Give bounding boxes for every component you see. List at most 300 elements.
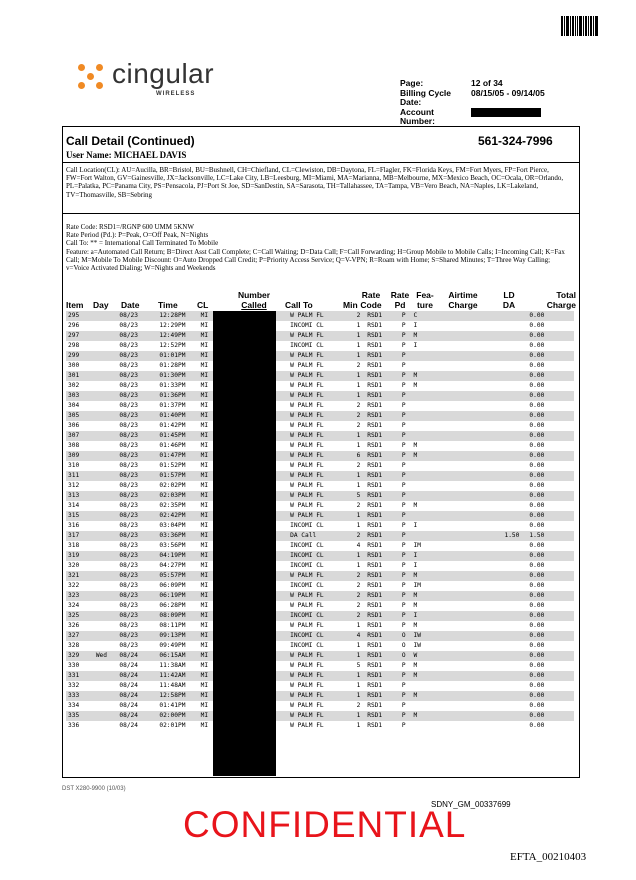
cell-minutes: 1 xyxy=(350,351,367,361)
cell-call-to: W PALM FL xyxy=(290,502,324,509)
cell-rate-code: RSD1 xyxy=(367,491,394,501)
cell-item: 333 xyxy=(66,691,96,701)
cell-rate-code: RSD1 xyxy=(367,542,383,549)
col-min: Min xyxy=(343,300,358,310)
cell-airtime-charge xyxy=(436,691,484,701)
cell-rate-code: RSD1 xyxy=(367,611,394,621)
col-rate-pd-l1: Rate xyxy=(390,290,410,300)
cell-rate-period: P xyxy=(394,411,414,421)
cell-call-to: W PALM FL xyxy=(290,311,350,321)
cell-feature: M xyxy=(414,591,437,601)
cell-rate-code: RSD1 xyxy=(367,382,383,389)
cell-ld-da xyxy=(484,471,519,481)
cell-total-charge: 0.00 xyxy=(529,322,545,329)
cell-item: 320 xyxy=(68,562,80,569)
table-row xyxy=(66,361,574,371)
table-row xyxy=(66,321,574,331)
cell-minutes: 2 xyxy=(350,611,367,621)
cell-airtime-charge xyxy=(436,421,484,431)
cell-rate-period: O xyxy=(394,651,414,661)
cell-cl: MI xyxy=(200,662,209,669)
cell-rate-period: P xyxy=(394,551,414,561)
cell-rate-period: P xyxy=(401,582,406,589)
cell-total-charge: 0.00 xyxy=(519,671,574,681)
cell-feature: M xyxy=(414,451,437,461)
col-feature xyxy=(413,290,437,310)
table-row xyxy=(66,651,574,661)
col-number-l1: Number xyxy=(237,290,271,300)
cell-total-charge: 0.00 xyxy=(519,611,574,621)
cell-date: 08/24 xyxy=(119,702,139,709)
cell-day xyxy=(96,461,113,471)
cell-ld-da xyxy=(484,631,519,641)
cell-rate-code: RSD1 xyxy=(367,582,383,589)
table-row xyxy=(66,551,574,561)
cell-time: 02:01PM xyxy=(159,722,186,729)
cell-item: 316 xyxy=(68,522,80,529)
table-row xyxy=(66,471,574,481)
cell-airtime-charge xyxy=(436,671,484,681)
cell-rate-period: P xyxy=(401,722,406,729)
table-row xyxy=(66,311,574,321)
cell-cl: MI xyxy=(201,631,226,641)
cell-item: 336 xyxy=(68,722,80,729)
cell-time: 01:46PM xyxy=(159,442,186,449)
cell-airtime-charge xyxy=(436,471,484,481)
cell-feature xyxy=(414,721,437,731)
cell-time: 01:41PM xyxy=(159,702,186,709)
cell-ld-da xyxy=(484,711,519,721)
cell-total-charge: 0.00 xyxy=(529,422,545,429)
cell-date: 08/23 xyxy=(113,591,144,601)
cell-date: 08/23 xyxy=(119,522,139,529)
col-feature-l2: ture xyxy=(416,300,434,310)
table-row xyxy=(66,421,574,431)
cell-minutes: 2 xyxy=(356,362,361,369)
cell-total-charge: 1.50 xyxy=(519,531,574,541)
cell-cl: MI xyxy=(200,602,209,609)
cell-rate-period: P xyxy=(394,451,414,461)
cell-day xyxy=(96,331,113,341)
cell-rate-code: RSD1 xyxy=(367,342,383,349)
cell-total-charge: 0.00 xyxy=(529,342,545,349)
col-rate-code-l2: Code xyxy=(360,300,382,310)
cell-minutes: 6 xyxy=(350,451,367,461)
cell-airtime-charge xyxy=(436,511,484,521)
cell-airtime-charge xyxy=(436,581,484,591)
col-ld-da-l1: LD xyxy=(503,290,515,300)
table-row xyxy=(66,381,574,391)
cell-call-to: W PALM FL xyxy=(290,691,350,701)
cell-airtime-charge xyxy=(436,531,484,541)
cell-feature: IW xyxy=(413,642,421,649)
cell-total-charge: 0.00 xyxy=(519,411,574,421)
cell-day xyxy=(96,431,113,441)
cell-rate-code: RSD1 xyxy=(367,451,394,461)
cell-date: 08/24 xyxy=(119,662,139,669)
cell-date: 08/23 xyxy=(119,362,139,369)
cell-day xyxy=(96,611,113,621)
cell-minutes: 2 xyxy=(350,531,367,541)
cell-rate-period: P xyxy=(401,462,406,469)
cell-time: 01:57PM xyxy=(144,471,201,481)
cell-time: 03:04PM xyxy=(159,522,186,529)
cell-date: 08/23 xyxy=(119,562,139,569)
call-table xyxy=(66,311,574,731)
cell-rate-period: P xyxy=(401,402,406,409)
cell-item: 310 xyxy=(68,462,80,469)
cell-ld-da xyxy=(484,481,519,491)
cell-time: 11:42AM xyxy=(144,671,201,681)
table-row xyxy=(66,341,574,351)
cell-ld-da xyxy=(484,621,519,631)
table-row xyxy=(66,331,574,341)
cell-airtime-charge xyxy=(436,461,484,471)
cell-day xyxy=(96,591,113,601)
cell-total-charge: 0.00 xyxy=(529,542,545,549)
cell-airtime-charge xyxy=(436,491,484,501)
cell-total-charge: 0.00 xyxy=(519,571,574,581)
brand-name: cingular xyxy=(112,58,215,89)
cell-ld-da xyxy=(484,341,519,351)
cell-feature: M xyxy=(414,691,437,701)
cell-minutes: 2 xyxy=(350,571,367,581)
cell-item: 305 xyxy=(66,411,96,421)
cell-minutes: 1 xyxy=(356,342,361,349)
cell-total-charge: 0.00 xyxy=(519,471,574,481)
cell-call-to: INCOMI CL xyxy=(290,542,324,549)
cell-item: 309 xyxy=(66,451,96,461)
rate-legend xyxy=(66,223,574,272)
account-label: Account Number: xyxy=(400,106,435,126)
cell-time: 03:56PM xyxy=(159,542,186,549)
table-row xyxy=(66,391,574,401)
cell-cl: MI xyxy=(201,671,226,681)
cell-minutes: 1 xyxy=(356,522,361,529)
table-row xyxy=(66,501,574,511)
col-airtime-l2: Charge xyxy=(448,300,478,310)
cell-item: 335 xyxy=(66,711,96,721)
cell-cl: MI xyxy=(201,391,226,401)
cell-time: 04:27PM xyxy=(159,562,186,569)
cell-feature: M xyxy=(413,502,418,509)
cell-time: 01:01PM xyxy=(144,351,201,361)
cell-total-charge: 0.00 xyxy=(519,351,574,361)
cell-day xyxy=(96,511,113,521)
cell-time: 01:37PM xyxy=(159,402,186,409)
cell-airtime-charge xyxy=(436,721,484,731)
cell-minutes: 1 xyxy=(350,431,367,441)
cell-minutes: 1 xyxy=(350,711,367,721)
cell-feature xyxy=(414,421,437,431)
cell-rate-period: P xyxy=(401,622,406,629)
cell-rate-code: RSD1 xyxy=(367,651,394,661)
col-cl: CL xyxy=(197,300,209,310)
cell-item: 313 xyxy=(66,491,96,501)
cell-minutes: 1 xyxy=(350,651,367,661)
cell-cl: MI xyxy=(201,651,226,661)
col-airtime xyxy=(440,290,486,310)
cell-total-charge: 0.00 xyxy=(519,691,574,701)
cell-rate-code: RSD1 xyxy=(367,631,394,641)
cell-total-charge: 0.00 xyxy=(529,402,545,409)
cell-cl: MI xyxy=(200,702,209,709)
col-total xyxy=(532,290,576,310)
cell-ld-da xyxy=(484,311,519,321)
cell-day xyxy=(96,691,113,701)
cell-rate-code: RSD1 xyxy=(367,422,383,429)
cell-day xyxy=(96,521,113,531)
cell-airtime-charge xyxy=(436,321,484,331)
cell-rate-period: P xyxy=(394,531,414,541)
cingular-logo xyxy=(78,60,214,92)
cell-item: 321 xyxy=(66,571,96,581)
cell-call-to: INCOMI CL xyxy=(290,631,350,641)
cell-minutes: 1 xyxy=(350,691,367,701)
cell-total-charge: 0.00 xyxy=(519,451,574,461)
cell-time: 12:49PM xyxy=(144,331,201,341)
cell-feature xyxy=(414,431,437,441)
cell-time: 02:35PM xyxy=(159,502,186,509)
cell-cl: MI xyxy=(201,511,226,521)
cell-date: 08/23 xyxy=(119,322,139,329)
cell-airtime-charge xyxy=(436,391,484,401)
cell-airtime-charge xyxy=(436,431,484,441)
cell-call-to: W PALM FL xyxy=(290,462,324,469)
cell-cl: MI xyxy=(201,331,226,341)
cell-call-to: W PALM FL xyxy=(290,591,350,601)
cell-total-charge: 0.00 xyxy=(519,371,574,381)
cell-call-to: W PALM FL xyxy=(290,711,350,721)
cell-time: 04:19PM xyxy=(144,551,201,561)
cell-rate-period: P xyxy=(401,382,406,389)
table-row xyxy=(66,701,574,711)
cell-date: 08/23 xyxy=(119,402,139,409)
cell-ld-da xyxy=(484,391,519,401)
cell-date: 08/24 xyxy=(113,691,144,701)
cell-call-to: W PALM FL xyxy=(290,351,350,361)
cell-day xyxy=(96,701,113,711)
cell-date: 08/23 xyxy=(113,511,144,521)
cell-ld-da xyxy=(484,601,519,611)
cell-total-charge: 0.00 xyxy=(529,502,545,509)
cell-rate-period: P xyxy=(394,691,414,701)
cell-call-to: W PALM FL xyxy=(290,511,350,521)
cell-ld-da xyxy=(484,561,519,571)
col-number-l2: Called xyxy=(241,300,267,310)
cell-minutes: 2 xyxy=(356,582,361,589)
cell-minutes: 1 xyxy=(350,671,367,681)
cell-cl: MI xyxy=(200,482,209,489)
cell-rate-period: P xyxy=(401,562,406,569)
cell-airtime-charge xyxy=(436,601,484,611)
cell-cl: MI xyxy=(200,362,209,369)
cell-rate-code: RSD1 xyxy=(367,351,394,361)
table-row xyxy=(66,511,574,521)
cell-date: 08/23 xyxy=(119,342,139,349)
col-date: Date xyxy=(121,300,140,310)
cell-item: 329 xyxy=(66,651,96,661)
cell-rate-code: RSD1 xyxy=(367,691,394,701)
cell-airtime-charge xyxy=(436,621,484,631)
cell-date: 08/23 xyxy=(119,482,139,489)
cell-rate-code: RSD1 xyxy=(367,531,394,541)
cell-cl: MI xyxy=(201,451,226,461)
cell-feature: C xyxy=(414,311,437,321)
cell-ld-da xyxy=(484,431,519,441)
col-call-to: Call To xyxy=(285,300,313,310)
cell-item: 318 xyxy=(68,542,80,549)
cell-date: 08/23 xyxy=(119,382,139,389)
cell-rate-code: RSD1 xyxy=(367,702,383,709)
cell-cl: MI xyxy=(201,531,226,541)
cell-call-to: W PALM FL xyxy=(290,382,324,389)
cell-minutes: 2 xyxy=(356,402,361,409)
cell-cl: MI xyxy=(201,431,226,441)
table-row xyxy=(66,691,574,701)
cell-call-to: W PALM FL xyxy=(290,602,324,609)
table-row xyxy=(66,451,574,461)
cell-airtime-charge xyxy=(436,631,484,641)
cell-total-charge: 0.00 xyxy=(529,702,545,709)
cell-call-to: W PALM FL xyxy=(290,442,324,449)
cell-call-to: W PALM FL xyxy=(290,402,324,409)
cell-day xyxy=(96,721,113,731)
cell-cl: MI xyxy=(201,351,226,361)
section-title: Call Detail (Continued) xyxy=(66,134,195,148)
cell-day xyxy=(96,551,113,561)
cell-date: 08/24 xyxy=(119,682,139,689)
col-rate-code xyxy=(359,290,383,310)
form-code: DST X280-9900 (10/03) xyxy=(62,786,126,792)
col-rate-pd-l2: Pd xyxy=(394,300,406,310)
table-row xyxy=(66,711,574,721)
cell-cl: MI xyxy=(200,622,209,629)
cell-rate-code: RSD1 xyxy=(367,602,383,609)
cell-cl: MI xyxy=(200,502,209,509)
table-row xyxy=(66,491,574,501)
cell-minutes: 1 xyxy=(356,382,361,389)
cell-rate-period: P xyxy=(401,322,406,329)
call-to-note: Call To: ** = International Call Terminated To Mobile xyxy=(66,239,219,248)
cell-minutes: 1 xyxy=(350,371,367,381)
cell-date: 08/23 xyxy=(113,451,144,461)
cell-minutes: 4 xyxy=(356,542,361,549)
cell-item: 314 xyxy=(68,502,80,509)
cell-rate-code: RSD1 xyxy=(367,591,394,601)
cell-item: 303 xyxy=(66,391,96,401)
user-name: User Name: MICHAEL DAVIS xyxy=(66,150,187,160)
cell-feature: I xyxy=(413,522,418,529)
cell-day xyxy=(96,471,113,481)
cell-day xyxy=(96,481,113,491)
cell-item: 334 xyxy=(68,702,80,709)
cell-ld-da xyxy=(484,381,519,391)
cell-airtime-charge xyxy=(436,501,484,511)
cell-date: 08/23 xyxy=(113,371,144,381)
cell-call-to: W PALM FL xyxy=(290,371,350,381)
cell-date: 08/23 xyxy=(113,331,144,341)
cell-day xyxy=(96,581,113,591)
table-row xyxy=(66,371,574,381)
cell-airtime-charge xyxy=(436,401,484,411)
cell-total-charge: 0.00 xyxy=(529,562,545,569)
cell-minutes: 1 xyxy=(350,331,367,341)
cell-total-charge: 0.00 xyxy=(529,722,545,729)
col-rate-code-l1: Rate xyxy=(361,290,381,300)
cell-date: 08/24 xyxy=(113,651,144,661)
table-row xyxy=(66,521,574,531)
table-row xyxy=(66,481,574,491)
cell-call-to: W PALM FL xyxy=(290,662,324,669)
cell-airtime-charge xyxy=(436,381,484,391)
cell-minutes: 1 xyxy=(356,322,361,329)
cell-rate-code: RSD1 xyxy=(367,471,394,481)
cell-time: 01:28PM xyxy=(159,362,186,369)
cell-ld-da xyxy=(484,321,519,331)
cell-ld-da xyxy=(484,331,519,341)
cell-rate-period: P xyxy=(394,351,414,361)
cell-feature: M xyxy=(414,571,437,581)
divider xyxy=(62,162,580,163)
cell-time: 02:03PM xyxy=(144,491,201,501)
cell-minutes: 1 xyxy=(350,511,367,521)
cell-feature xyxy=(414,681,437,691)
cell-item: 327 xyxy=(66,631,96,641)
cell-item: 322 xyxy=(68,582,80,589)
col-rate-pd xyxy=(389,290,411,310)
cell-feature xyxy=(414,351,437,361)
cell-day xyxy=(96,561,113,571)
page-value: 12 of 34 xyxy=(471,78,503,88)
cell-rate-period: P xyxy=(394,491,414,501)
cell-ld-da xyxy=(484,701,519,711)
cell-date: 08/23 xyxy=(119,442,139,449)
col-ld-da-l2: DA xyxy=(502,300,516,310)
cell-airtime-charge xyxy=(436,711,484,721)
cell-rate-code: RSD1 xyxy=(367,391,394,401)
account-redaction xyxy=(471,108,541,117)
cell-item: 300 xyxy=(68,362,80,369)
cell-cl: MI xyxy=(200,722,209,729)
cell-call-to: W PALM FL xyxy=(290,362,324,369)
cell-ld-da xyxy=(484,401,519,411)
cell-call-to: W PALM FL xyxy=(290,431,350,441)
cell-feature xyxy=(414,531,437,541)
cell-day: Wed xyxy=(96,651,113,661)
cell-rate-code: RSD1 xyxy=(367,671,394,681)
cell-date: 08/23 xyxy=(119,582,139,589)
cell-minutes: 1 xyxy=(356,442,361,449)
cell-call-to: DA Call xyxy=(290,531,350,541)
cell-total-charge: 0.00 xyxy=(529,662,545,669)
cell-day xyxy=(96,661,113,671)
cell-rate-period: P xyxy=(394,311,414,321)
cell-day xyxy=(96,671,113,681)
cell-feature: I xyxy=(413,322,418,329)
cell-day xyxy=(96,451,113,461)
cell-feature xyxy=(414,491,437,501)
cell-cl: MI xyxy=(200,342,209,349)
table-row xyxy=(66,611,574,621)
cell-item: 307 xyxy=(66,431,96,441)
cell-total-charge: 0.00 xyxy=(519,511,574,521)
cell-total-charge: 0.00 xyxy=(519,331,574,341)
cell-rate-code: RSD1 xyxy=(367,711,394,721)
cell-date: 08/23 xyxy=(113,551,144,561)
cell-feature: M xyxy=(413,622,418,629)
cell-time: 12:58PM xyxy=(144,691,201,701)
